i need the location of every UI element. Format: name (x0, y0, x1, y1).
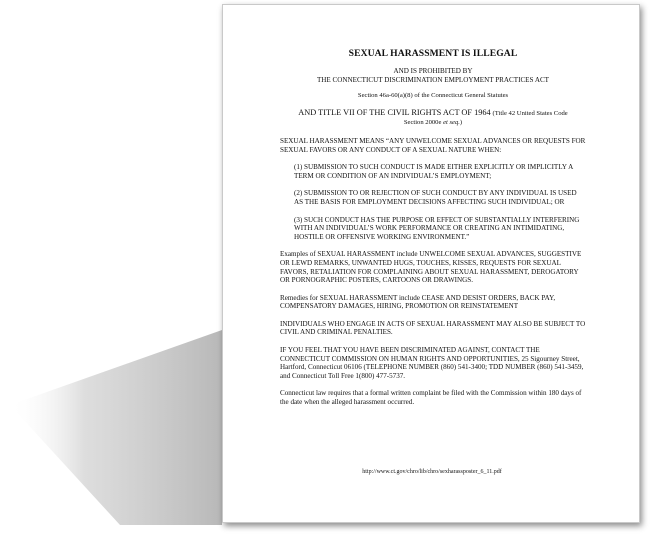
title-vii-reference (280, 109, 586, 128)
penalties-paragraph: INDIVIDUALS WHO ENGAGE IN ACTS OF SEXUAL HARASSMENT MAY ALSO BE SUBJECT TO CIVIL AND CRIMINAL PENALTIES. (280, 319, 586, 337)
condition-1: (1) SUBMISSION TO SUCH CONDUCT IS MADE EITHER EXPLICITLY OR IMPLICITLY A TERM OR CONDITION OF AN INDIVIDUAL’S EMPLOYMENT; (294, 163, 573, 180)
document-title: SEXUAL HARASSMENT IS ILLEGAL (348, 48, 518, 59)
remedies-paragraph: Remedies for SEXUAL HARASSMENT include CEASE AND DESIST ORDERS, BACK PAY, COMPENSATORY DAMAGES, HIRING, PROMOTION OR REINSTATEMENT (280, 293, 556, 311)
contact-commission: IF YOU FEEL THAT YOU HAVE BEEN DISCRIMINATED AGAINST, CONTACT THE CONNECTICUT COMMISSION ON HUMAN RIGHTS AND OPPORTUNITIES, (280, 346, 540, 363)
harassment-definition: SEXUAL HARASSMENT MEANS “ANY UNWELCOME SEXUAL ADVANCES OR REQUESTS FOR SEXUAL FAVORS OR ANY CONDUCT OF A SEXUAL NATURE WHEN: (280, 136, 586, 154)
document-content (280, 48, 586, 407)
source-url: http://www.ct.gov/chro/lib/chro/sexharassposter_6_11.pdf (362, 469, 502, 475)
title-vii-et-seq: et seq. (443, 119, 460, 127)
statute-reference: Section 46a-60(a)(8) of the Connecticut General Statutes (357, 92, 509, 100)
subtitle-line-1: AND IS PROHIBITED BY (393, 67, 473, 75)
complaint-notice: Connecticut law requires that a formal written complaint be filed with the Commission within 180 days of the date when the alleged harassment occurred. (280, 389, 582, 407)
title-vii-main: AND TITLE VII OF THE CIVIL RIGHTS ACT OF 1964 (298, 107, 491, 117)
examples-paragraph: Examples of SEXUAL HARASSMENT include UNWELCOME SEXUAL ADVANCES, SUGGESTIVE OR LEWD REMARKS, UNWANTED HUGS, TOUCHES, KISSES, REQUESTS FOR SEXUAL FAVORS, RETALIATION FOR COMPLAINING ABOUT SEXUAL HARASSMENT, DEROGATORY OR PORNOGRAPHIC POSTERS, CARTOONS OR DRAWINGS. (280, 250, 582, 285)
subtitle-line-2: THE CONNECTICUT DISCRIMINATION EMPLOYMENT PRACTICES ACT (316, 75, 550, 84)
condition-2: (2) SUBMISSION TO OR REJECTION OF SUCH CONDUCT BY ANY INDIVIDUAL IS USED AS THE BASIS FOR EMPLOYMENT DECISIONS AFFECTING SUCH INDIVIDUAL; OR (294, 189, 577, 206)
contact-address: 25 Sigourney Street, Hartford, Connecticut 06106 (TELEPHONE NUMBER (860) 541-3400; TDD NUMBER (860) 541-3459, and Connecticut Toll Free 1(800) 477-5737. (280, 354, 584, 380)
title-vii-close: ) (459, 119, 463, 127)
document-page (222, 4, 640, 523)
condition-3: (3) SUCH CONDUCT HAS THE PURPOSE OR EFFECT OF SUBSTANTIALLY INTERFERING WITH AN INDIVIDUAL’S WORK PERFORMANCE OR CREATING AN INTIMIDATING, HOSTILE OR OFFENSIVE WORKING ENVIRONMENT.” (294, 215, 580, 241)
title-vii-code: (Title 42 United States Code (492, 109, 568, 117)
title-vii-section: Section 2000e (403, 119, 444, 127)
contact-paragraph (280, 346, 586, 380)
